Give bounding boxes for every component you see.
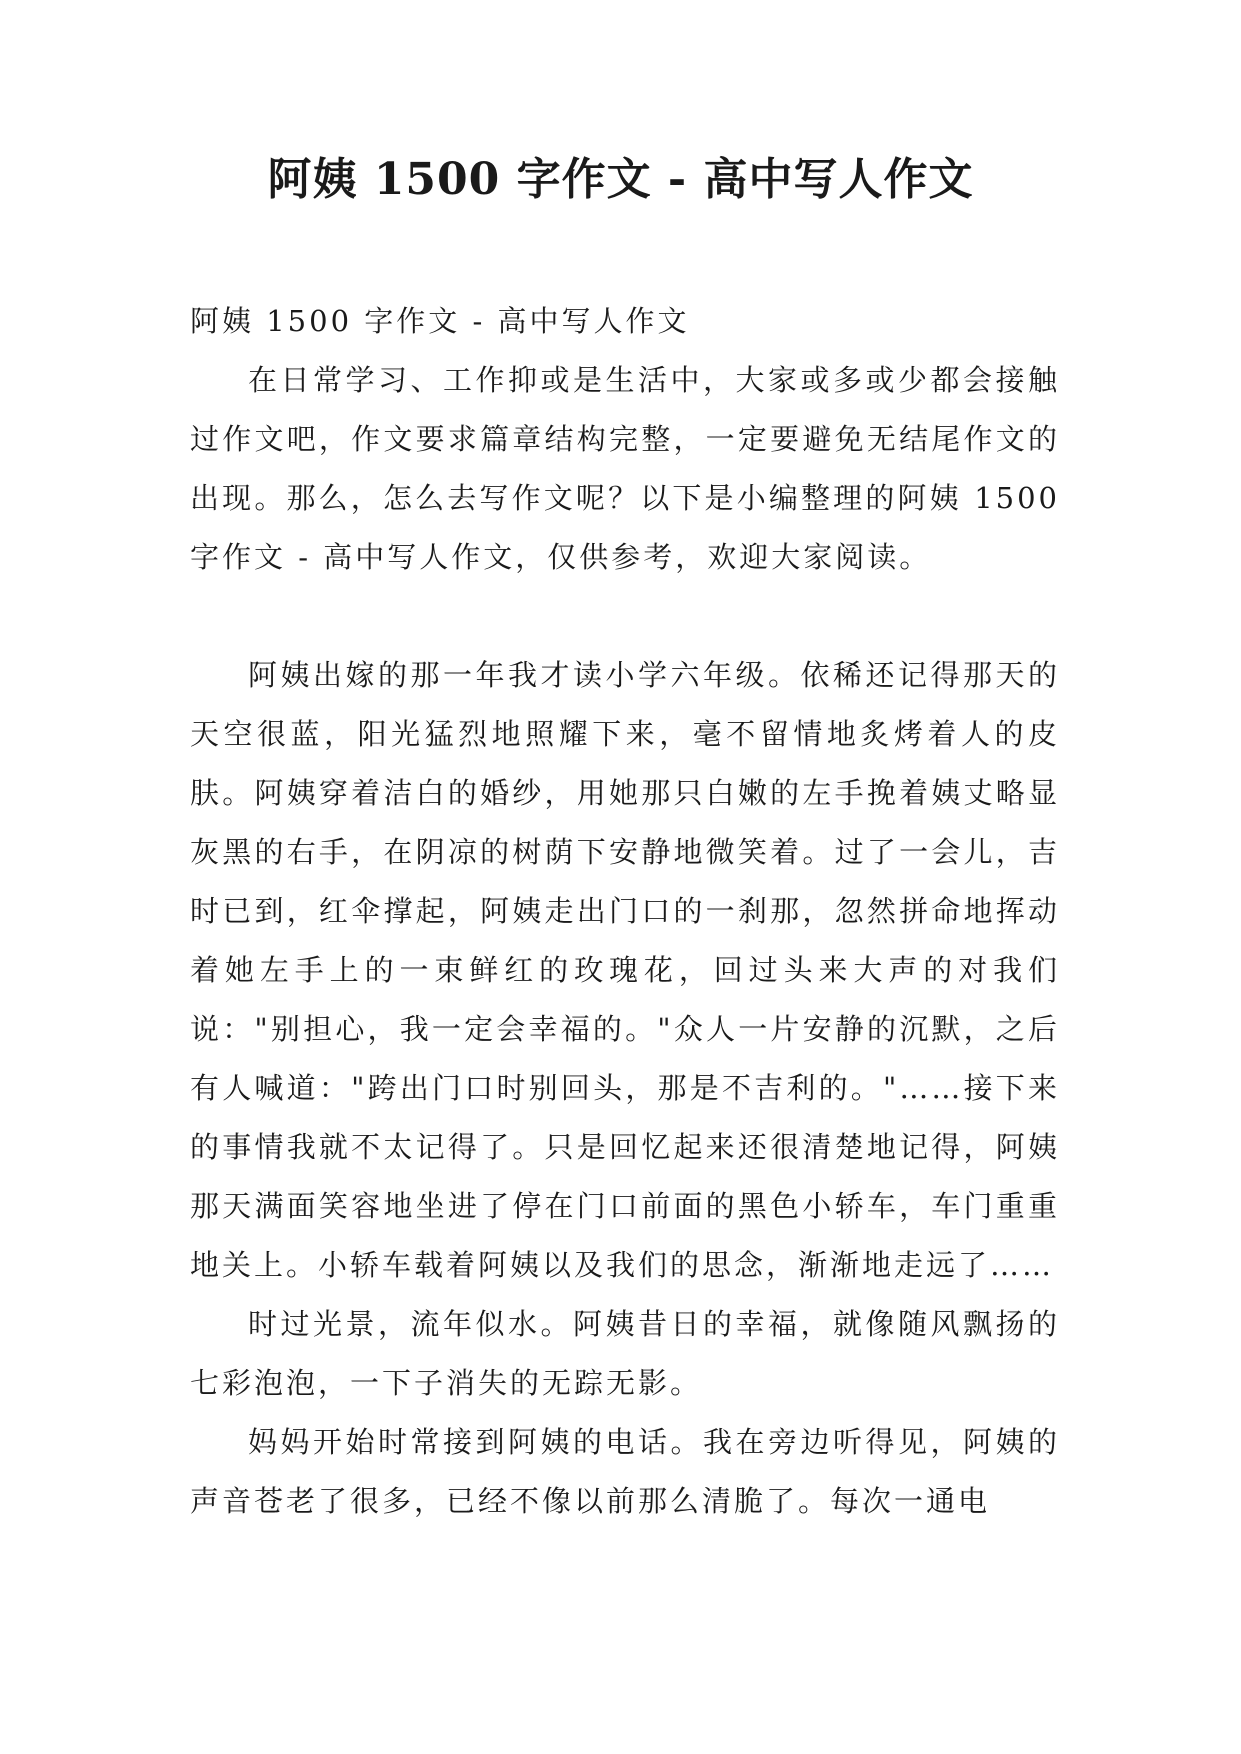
body-paragraph: 阿姨出嫁的那一年我才读小学六年级。依稀还记得那天的天空很蓝，阳光猛烈地照耀下来，毫不留情地炙烤着人的皮肤。阿姨穿着洁白的婚纱，用她那只白嫩的左手挽着姨丈略显灰黑的右手，在阴凉的树荫下安静地微笑着。过了一会儿，吉时已到，红伞撑起，阿姨走出门口的一刹那，忽然拼命地挥动着她左手上的一束鲜红的玫瑰花，回过头来大声的对我们说："别担心，我一定会幸福的。"众人一片安静的沉默，之后有人喊道："跨出门口时别回头，那是不吉利的。"……接下来的事情我就不太记得了。只是回忆起来还很清楚地记得，阿姨那天满面笑容地坐进了停在门口前面的黑色小轿车，车门重重地关上。小轿车载着阿姨以及我们的思念，渐渐地走远了…… bbox=[190, 658, 1060, 1282]
paragraph-gap bbox=[190, 587, 1060, 646]
document-subtitle: 阿姨 1500 字作文 - 高中写人作文 bbox=[190, 304, 690, 338]
document-title: 阿姨 1500 字作文 - 高中写人作文 bbox=[267, 154, 974, 205]
document-body bbox=[190, 292, 1060, 1531]
body-paragraph: 时过光景，流年似水。阿姨昔日的幸福，就像随风飘扬的七彩泡泡，一下子消失的无踪无影。 bbox=[190, 1307, 1060, 1400]
intro-paragraph: 在日常学习、工作抑或是生活中，大家或多或少都会接触过作文吧，作文要求篇章结构完整，一定要避免无结尾作文的出现。那么，怎么去写作文呢？以下是小编整理的阿姨 1500 字作文 - 高中写人作文，仅供参考，欢迎大家阅读。 bbox=[190, 363, 1060, 574]
body-paragraph: 妈妈开始时常接到阿姨的电话。我在旁边听得见，阿姨的声音苍老了很多，已经不像以前那么清脆了。每次一通电 bbox=[190, 1425, 1060, 1518]
